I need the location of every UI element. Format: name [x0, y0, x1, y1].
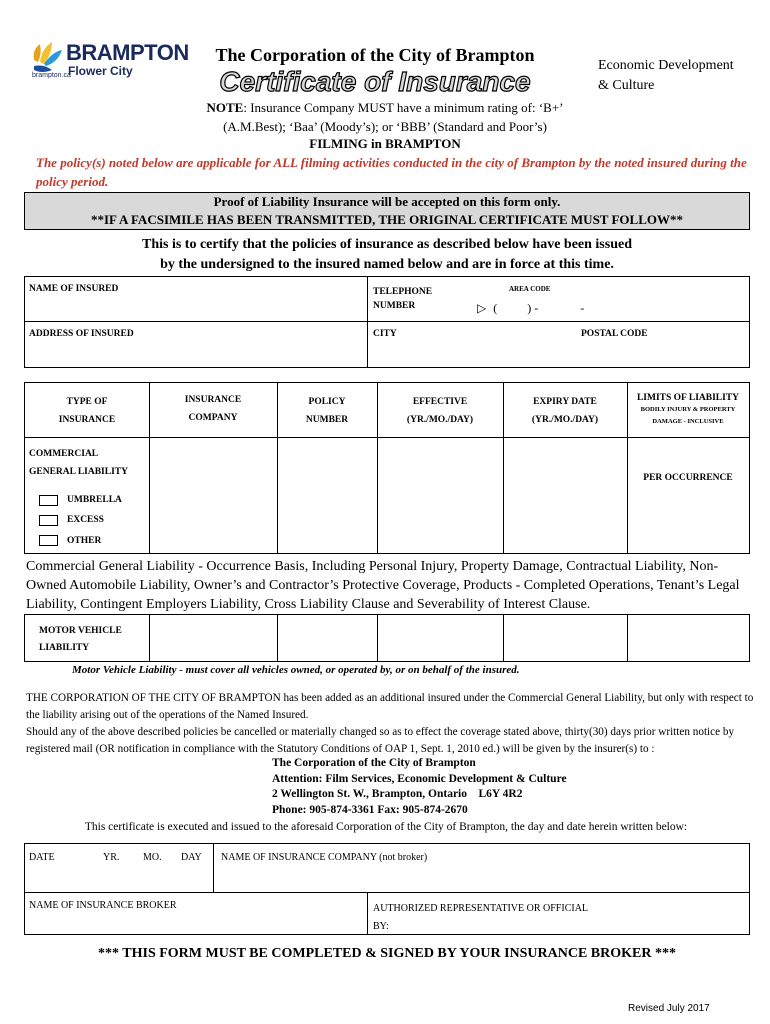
conditions-paragraph	[26, 690, 758, 758]
umbrella-checkbox[interactable]	[39, 495, 58, 506]
day-label: DAY	[181, 852, 202, 863]
motor-vehicle-row	[24, 614, 750, 662]
revised-date: Revised July 2017	[628, 1003, 710, 1014]
certify-statement	[24, 235, 750, 275]
insured-info-box	[24, 276, 750, 368]
flower-logo-icon	[30, 40, 64, 74]
department	[598, 56, 758, 96]
insurance-company-label: NAME OF INSURANCE COMPANY (not broker)	[221, 852, 428, 863]
filming-heading: FILMING in BRAMPTON	[309, 136, 461, 151]
col-company-header: INSURANCE COMPANY	[184, 395, 242, 423]
name-of-insured-label: NAME OF INSURED	[29, 284, 119, 294]
certify-line-1: This is to certify that the policies of insurance as described below have been issued	[142, 237, 632, 252]
logo-url: brampton.ca	[32, 72, 71, 79]
date-label: DATE	[29, 852, 55, 863]
excess-label: EXCESS	[67, 515, 104, 525]
excess-checkbox[interactable]	[39, 515, 58, 526]
per-occurrence-label: PER OCCURRENCE	[643, 473, 733, 483]
department-line-2: & Culture	[598, 78, 655, 93]
telephone-label: TELEPHONE NUMBER	[373, 287, 433, 311]
year-label: YR.	[103, 852, 120, 863]
col-effective-header: EFFECTIVE (YR./MO./DAY)	[406, 397, 474, 425]
logo-subtitle: Flower City	[68, 64, 133, 78]
coverage-description: Commercial General Liability - Occurrence Basis, Including Personal Injury, Property Damage, Contractual Liability, Non-Owned Automobile Liability, Owner’s and Contractor’s Protective Coverage, Products - Completed Operations, Tenant’s Legal Liability, Contingent Employers Liability, Cross Liability Clause and Severability of Interest Clause.	[26, 559, 740, 612]
col-policy-header: POLICY NUMBER	[305, 397, 349, 425]
certify-line-2: by the undersigned to the insured named below and are in force at this time.	[160, 257, 614, 272]
area-code-label: AREA CODE	[509, 285, 551, 293]
certificate-title: Certificate of Insurance	[219, 66, 531, 97]
city-address-block: The Corporation of the City of Brampton Attention: Film Services, Economic Development & Culture 2 Wellington St. W., Brampton, Ontario L6Y 4R2 Phone: 905-874-3361 Fax: 905-874-2670	[272, 757, 567, 816]
broker-label: NAME OF INSURANCE BROKER	[29, 900, 177, 911]
additional-insured-text: THE CORPORATION OF THE CITY OF BRAMPTON has been added as an additional insured under the Commercial General Liability, but only with respect to the liability arising out of the operations of the Named Insured.	[26, 692, 754, 721]
col-expiry-header: EXPIRY DATE (YR./MO./DAY)	[531, 397, 599, 425]
proof-box	[24, 192, 750, 230]
city-label: CITY	[373, 329, 397, 339]
note-label: NOTE	[206, 100, 244, 115]
page-title: The Corporation of the City of Brampton	[215, 45, 535, 65]
rating-note	[150, 98, 620, 136]
policy-note: The policy(s) noted below are applicable for ALL filming activities conducted in the city of Brampton by the noted insured during the policy period.	[36, 155, 747, 189]
logo-wordmark: BRAMPTON	[66, 40, 189, 65]
note-text: : Insurance Company MUST have a minimum rating of: ‘B+’	[243, 100, 564, 115]
cgl-label: COMMERCIAL GENERAL LIABILITY	[29, 449, 128, 477]
proof-line-2: **IF A FACSIMILE HAS BEEN TRANSMITTED, THE ORIGINAL CERTIFICATE MUST FOLLOW**	[90, 212, 683, 227]
month-label: MO.	[143, 852, 162, 863]
other-checkbox[interactable]	[39, 535, 58, 546]
address-of-insured-label: ADDRESS OF INSURED	[29, 329, 134, 339]
department-line-1: Economic Development	[598, 58, 734, 73]
coverage-table	[24, 382, 750, 554]
other-label: OTHER	[67, 536, 102, 546]
footer-warning: *** THIS FORM MUST BE COMPLETED & SIGNED BY YOUR INSURANCE BROKER ***	[98, 946, 676, 961]
note-text-2: (A.M.Best); ‘Baa’ (Moody’s); or ‘BBB’ (Standard and Poor’s)	[223, 119, 547, 134]
arrow-right-icon: ▷	[477, 301, 487, 315]
col-type-header: TYPE OF INSURANCE	[58, 397, 116, 425]
umbrella-label: UMBRELLA	[67, 495, 122, 505]
cancellation-text: Should any of the above described policies be cancelled or materially changed so as to effect the coverage stated above, thirty(30) days prior written notice by registered mail (OR notification in compliance with the Statutory Conditions of OAP 1, Sept. 1, 2010 ed.) will be given by the insurer(s) to :	[26, 726, 735, 755]
postal-code-label: POSTAL CODE	[581, 329, 648, 339]
signature-box	[24, 843, 750, 935]
executed-statement: This certificate is executed and issued to the aforesaid Corporation of the City of Brampton, the day and date herein written below:	[84, 821, 688, 833]
motor-vehicle-label: MOTOR VEHICLE LIABILITY	[39, 626, 122, 653]
col-limits-header: LIMITS OF LIABILITY BODILY INJURY & PROPERTY DAMAGE - INCLUSIVE	[636, 393, 740, 425]
telephone-input[interactable]: ▷ ( ) - -	[477, 301, 585, 315]
motor-vehicle-note: Motor Vehicle Liability - must cover all vehicles owned, or operated by, or on behalf of the insured.	[72, 664, 520, 676]
proof-line-1: Proof of Liability Insurance will be accepted on this form only.	[213, 194, 561, 209]
authorized-label: AUTHORIZED REPRESENTATIVE OR OFFICIAL BY:	[373, 903, 589, 932]
